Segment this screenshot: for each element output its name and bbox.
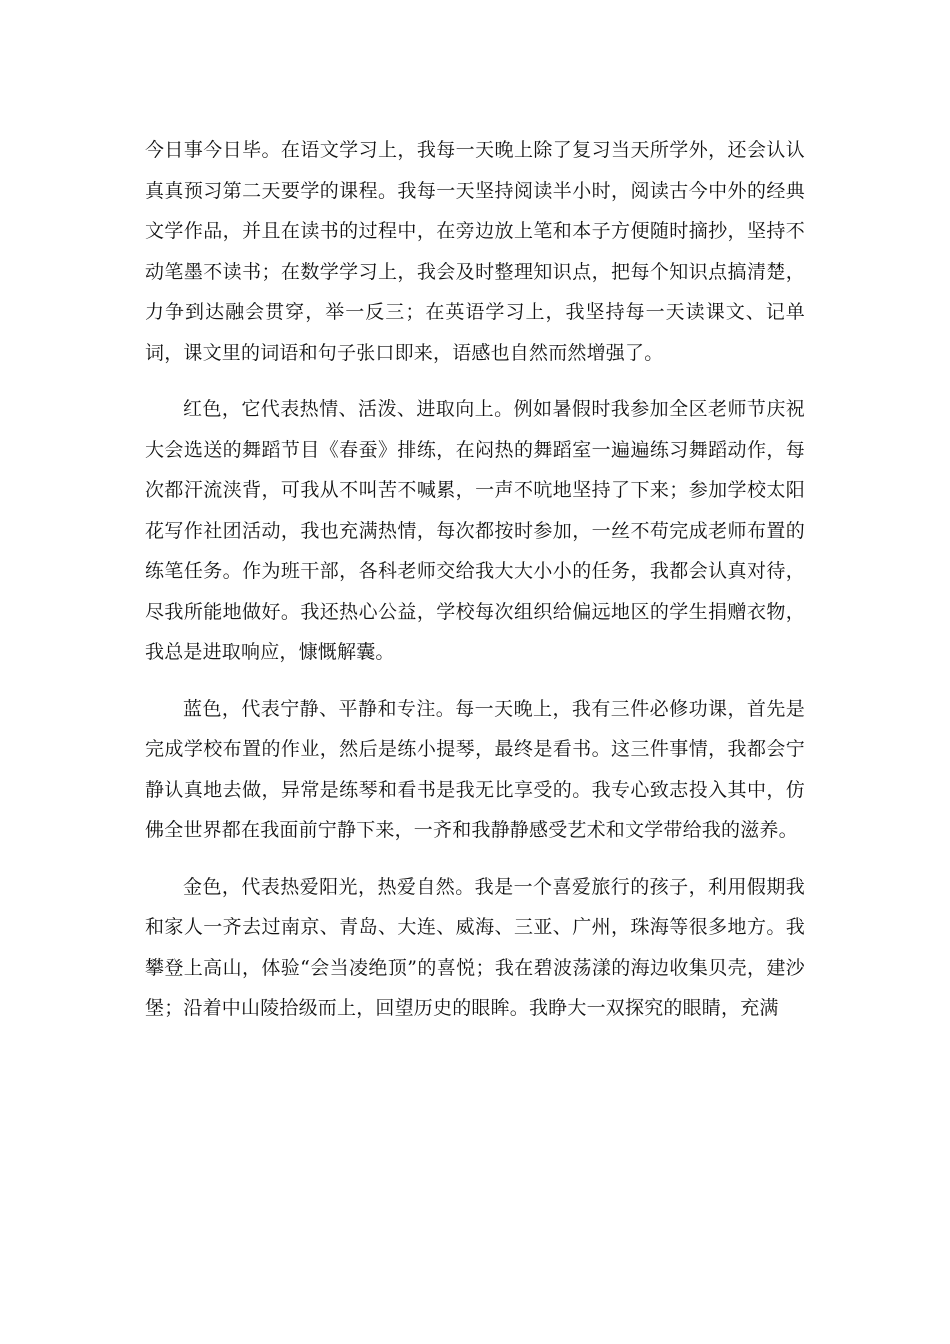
paragraph-blue: 蓝色，代表宁静、平静和专注。每一天晚上，我有三件必修功课，首先是完成学校布置的作业，然后是练小提琴，最终是看书。这三件事情，我都会宁静认真地去做，异常是练琴和看书是我无比享受的。我专心致志投入其中，仿佛全世界都在我面前宁静下来，一齐和我静静感受艺术和文学带给我的滋养。 — [145, 697, 805, 841]
paragraph-study-habits: 今日事今日毕。在语文学习上，我每一天晚上除了复习当天所学外，还会认认真真预习第二天要学的课程。我每一天坚持阅读半小时，阅读古今中外的经典文学作品，并且在读书的过程中，在旁边放上笔和本子方便随时摘抄，坚持不动笔墨不读书；在数学学习上，我会及时整理知识点，把每个知识点搞清楚，力争到达融会贯穿，举一反三；在英语学习上，我坚持每一天读课文、记单词，课文里的词语和句子张口即来，语感也自然而然增强了。 — [145, 139, 805, 364]
paragraph-gold: 金色，代表热爱阳光，热爱自然。我是一个喜爱旅行的孩子，利用假期我和家人一齐去过南京、青岛、大连、威海、三亚、广州，珠海等很多地方。我攀登上高山，体验“会当凌绝顶”的喜悦；我在碧波荡漾的海边收集贝壳，建沙堡；沿着中山陵拾级而上，回望历史的眼眸。我睁大一双探究的眼睛，充满 — [145, 875, 805, 1019]
paragraph-red: 红色，它代表热情、活泼、进取向上。例如暑假时我参加全区老师节庆祝大会选送的舞蹈节目《春蚕》排练，在闷热的舞蹈室一遍遍练习舞蹈动作，每次都汗流浃背，可我从不叫苦不喊累，一声不吭地坚持了下来；参加学校太阳花写作社团活动，我也充满热情，每次都按时参加，一丝不苟完成老师布置的练笔任务。作为班干部，各科老师交给我大大小小的任务，我都会认真对待，尽我所能地做好。我还热心公益，学校每次组织给偏远地区的学生捐赠衣物，我总是进取响应，慷慨解囊。 — [145, 398, 805, 663]
document-body — [145, 130, 805, 1045]
